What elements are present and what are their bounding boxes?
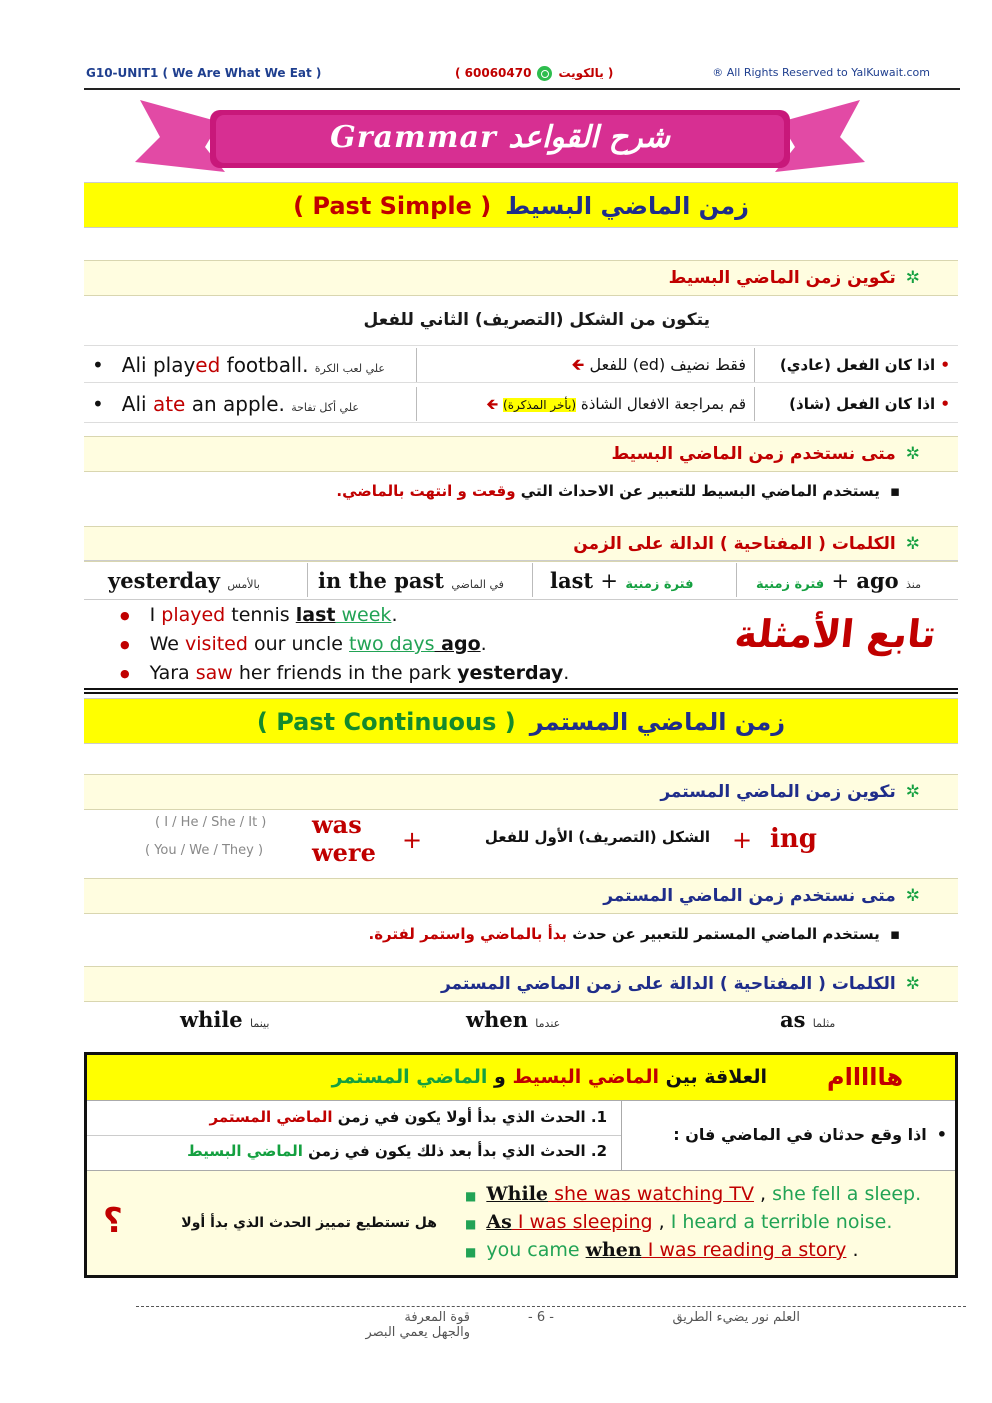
practice-example: ■ While she was watching TV , she fell a sleep. [465,1183,922,1205]
rule-row-example: • Ali ate an apple. علي أكل تفاحة [92,392,359,416]
past-simple-formation-text: يتكون من الشكل (التصريف) الثاني للفعل [363,310,710,330]
past-continuous-title-en: ( Past Continuous ) [256,708,516,736]
rule-row-regular [84,345,958,383]
header-brand: يالكويت ) [558,66,614,80]
question-mark-icon: ؟ [103,1201,123,1241]
header-rule [84,88,960,90]
asterisk-icon: ✲ [905,782,920,802]
practice-question: هل تستطيع تمييز الحدث الذي بدأ أولا [181,1215,437,1231]
rule-row-rule: فقط نضيف (ed) للفعل 🡸 [571,355,746,374]
arrow-left-icon: 🡸 [571,355,585,374]
relation-header [87,1055,955,1101]
past-simple-keywords-heading: ✲الكلمات ( المفتاحية ) الدالة على الزمن [84,526,958,562]
rule-row-rule: قم بمراجعة الافعال الشاذة (بأخر المذكرة) 🡸 [486,395,746,413]
were-word: were [312,838,376,867]
header-phone [455,66,613,86]
footer-left-quote: قوة المعرفة والجهل يعمي البصر [365,1310,470,1340]
past-simple-title-bar [84,182,958,228]
past-continuous-title-ar: زمن الماضي المستمر [529,708,786,736]
asterisk-icon: ✲ [905,268,920,288]
asterisk-icon: ✲ [905,534,920,554]
rule-first-event: 1. الحدث الذي بدأ أولا يكون في زمن الماضي المستمر [209,1108,607,1126]
past-continuous-keywords-heading: ✲الكلمات ( المفتاحية ) الدالة على زمن الماضي المستمر [84,966,958,1002]
keyword-while: while بينما [180,1007,270,1032]
whatsapp-icon [537,66,552,81]
header-unit-title: G10-UNIT1 ( We Are What We Eat ) [86,66,322,80]
past-simple-usage-text: ▪يستخدم الماضي البسيط للتعبير عن الاحداث التي وقعت و انتهت بالماضي. [336,482,900,500]
list-item: ● We visited our uncle two days ago. [120,630,569,659]
header-phone-number: ( 60060470 [455,66,532,80]
past-continuous-title-bar [84,698,958,744]
relation-condition: •اذا وقع حدثان في الماضي فان : [673,1125,947,1144]
footer-right-quote: العلم نور يضيء الطريق [672,1310,800,1325]
past-simple-formation-heading: ✲تكوين زمن الماضي البسيط [84,260,958,296]
asterisk-icon: ✲ [905,974,920,994]
subjects-plural: ( You / We / They ) [145,843,264,858]
arrow-left-icon: 🡸 [486,395,499,413]
subjects-singular: ( I / He / She / It ) [155,815,267,830]
rule-row-condition: • اذا كان الفعل (شاذ) [789,395,950,413]
follow-examples-label: تابع الأمثلة [732,612,939,656]
rule-row-example: • Ali played football. علي لعب الكرة [92,353,385,377]
list-item: ● I played tennis last week. [120,601,569,630]
grammar-banner [130,92,870,177]
past-simple-title-en: ( Past Simple ) [293,192,492,220]
rule-second-event: 2. الحدث الذي بدأ بعد ذلك يكون في زمن الماضي البسيط [187,1142,607,1160]
relation-rules [87,1101,955,1171]
keyword-ago: فترة زمنية + ago منذ [756,568,921,593]
past-simple-examples [120,601,569,688]
list-item: ● Yara saw her friends in the park yesterday. [120,659,569,688]
practice-example: ■ you came when I was reading a story . [465,1239,859,1261]
ing-suffix: ing [770,824,817,854]
footer-rule [136,1306,966,1307]
past-continuous-usage-heading: ✲متى نستخدم زمن الماضي المستمر [84,878,958,914]
verb-form-label: الشكل (التصريف) الأول للفعل [484,828,710,846]
relation-practice [87,1171,955,1275]
page-number: - 6 - [528,1310,554,1325]
past-continuous-usage-text: ▪يستخدم الماضي المستمر للتعبير عن حدث بدأ بالماضي واستمر لفترة. [368,925,900,943]
keyword-as: as مثلما [780,1007,836,1032]
asterisk-icon: ✲ [905,444,920,464]
practice-example: ■ As I was sleeping , I heard a terrible noise. [465,1211,893,1233]
was-word: was [312,810,362,839]
past-simple-title-ar: زمن الماضي البسيط [505,192,749,220]
plus-sign: + [732,826,753,854]
attention-label: هااااام [827,1063,904,1091]
section-divider [84,688,958,694]
header-copyright: ® All Rights Reserved to YalKuwait.com [712,66,930,79]
past-continuous-formation-heading: ✲تكوين زمن الماضي المستمر [84,774,958,810]
keyword-yesterday: yesterday بالأمس [108,568,260,593]
past-simple-keywords-row [84,560,958,600]
rule-row-condition: • اذا كان الفعل (عادي) [779,356,950,374]
rule-row-irregular [84,385,958,423]
past-simple-usage-heading: ✲متى نستخدم زمن الماضي البسيط [84,436,958,472]
relation-box [84,1052,958,1278]
keyword-when: when عندما [466,1007,561,1032]
asterisk-icon: ✲ [905,886,920,906]
relation-title: العلاقة بين الماضي البسيط و الماضي المستمر [331,1066,767,1088]
keyword-last: last + فترة زمنية [550,568,694,593]
keyword-in-the-past: in the past في الماضي [318,568,504,593]
plus-sign: + [402,826,423,854]
banner-title: Grammar شرح القواعد [330,120,670,155]
